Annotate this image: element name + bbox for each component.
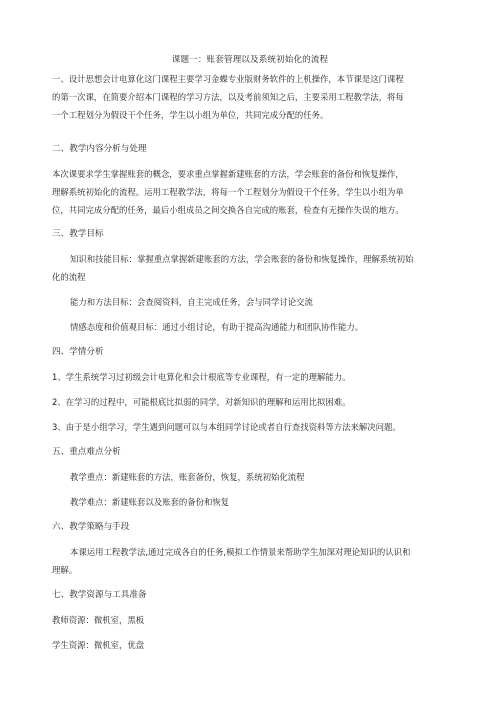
section-design-thought bbox=[52, 70, 452, 124]
section-strategy bbox=[52, 543, 452, 579]
objective-knowledge-cont: 化的流程 bbox=[52, 272, 86, 282]
paragraph-line: 理解。 bbox=[52, 565, 78, 575]
paragraph-line: 本次课要求学生掌握账套的概念，要求重点掌握新建账套的方法，学会账套的备份和恢复操作， bbox=[52, 169, 404, 179]
objective-ability: 能力和方法目标：会查阅资料，自主完成任务，会与同学讨论交流 bbox=[70, 297, 313, 307]
learner-item-1: 1、学生系统学习过初级会计电算化和会计根底等专业课程，有一定的理解能力。 bbox=[52, 372, 351, 382]
paragraph-line: 本课运用工程教学法,通过完成各自的任务,模拟工作情景来帮助学生加深对理论知识的认识和 bbox=[70, 547, 411, 557]
section-heading: 三、教学目标 bbox=[52, 229, 104, 239]
section-heading: 五、重点难点分析 bbox=[52, 447, 121, 457]
section-heading: 六、教学策略与手段 bbox=[52, 522, 130, 532]
paragraph-line: 一、设计思想会计电算化这门课程主要学习金蝶专业版财务软件的上机操作，本节课是这门课程 bbox=[52, 74, 404, 84]
paragraph-line: 位，共同完成分配的任务，最后小组成员之间交换各自完成的账套，检查有无操作失误的地方。 bbox=[52, 205, 404, 215]
section-heading: 四、学情分析 bbox=[52, 347, 104, 357]
paragraph-line: 一个工程划分为假设干个任务，学生以小组为单位，共同完成分配的任务。 bbox=[52, 110, 329, 120]
teacher-resources: 教师资源：微机室，黑板 bbox=[52, 615, 145, 625]
paragraph-line: 理解系统初始化的流程。运用工程教学法，将每一个工程划分为假设干个任务，学生以小组为单 bbox=[52, 187, 404, 197]
objective-knowledge: 知识和技能目标：掌握重点掌握新建账套的方法，学会账套的备份和恢复操作，理解系统初始 bbox=[70, 254, 414, 264]
student-resources: 学生资源：微机室，优盘 bbox=[52, 640, 145, 650]
key-point: 教学重点：新建账套的方法，账套备份，恢复，系统初始化流程 bbox=[70, 472, 305, 482]
section-heading: 二、教学内容分析与处理 bbox=[52, 144, 147, 154]
difficult-point: 教学难点：新建账套以及账套的备份和恢复 bbox=[70, 497, 230, 507]
page-title: 课题一：账套管理以及系统初始化的流程 bbox=[171, 55, 329, 65]
learner-item-2: 2、在学习的过程中，可能根底比拟弱的同学，对新知识的理解和运用比拟困难。 bbox=[52, 397, 351, 407]
learner-item-3: 3、由于是小组学习，学生遇到问题可以与本组同学讨论或者自行查找资料等方法来解决问题。 bbox=[52, 422, 401, 432]
section-content-analysis bbox=[52, 165, 452, 219]
paragraph-line: 的第一次课，在简要介绍本门课程的学习方法，以及考前须知之后，主要采用工程教学法，将每 bbox=[52, 92, 404, 102]
section-heading: 七、教学资源与工具准备 bbox=[52, 590, 147, 600]
objective-attitude: 情感态度和价值观目标：通过小组讨论，有助于提高沟通能力和团队协作能力。 bbox=[70, 322, 364, 332]
